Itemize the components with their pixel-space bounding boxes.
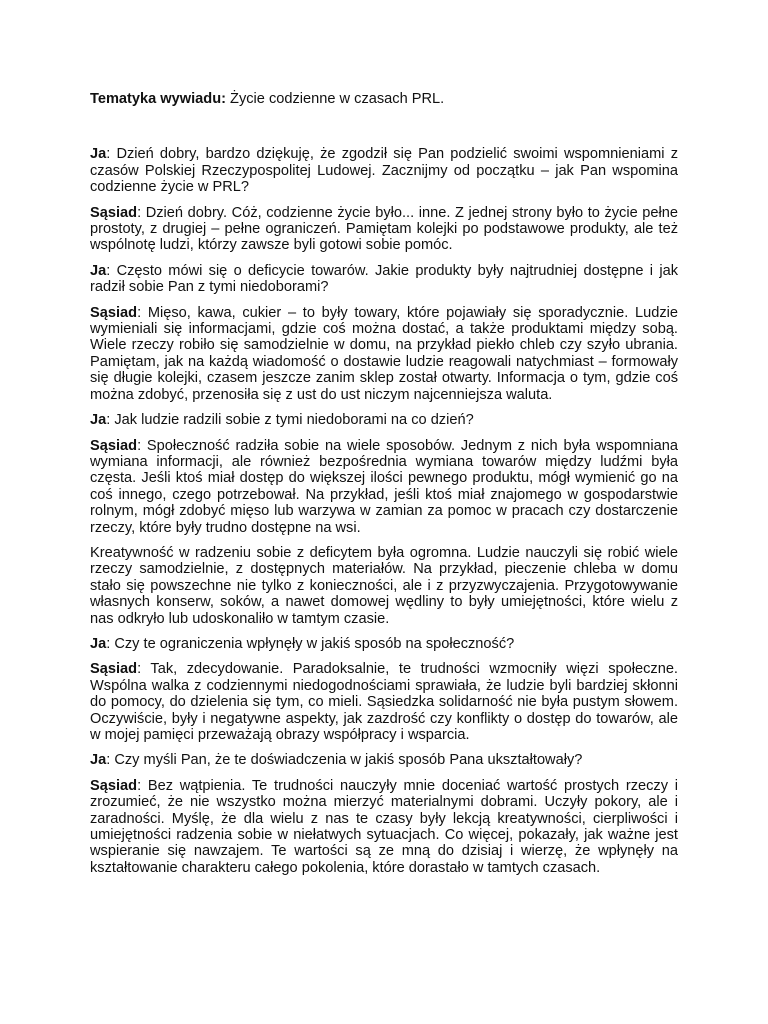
speaker-label: Sąsiad: [90, 437, 138, 454]
dialogue-paragraph: [90, 438, 678, 536]
topic-label: Tematyka wywiadu:: [90, 91, 226, 107]
speaker-label: Ja: [90, 262, 107, 279]
paragraph-text: : Jak ludzie radzili sobie z tymi niedoborami na co dzień?: [106, 412, 474, 429]
speaker-label: Ja: [90, 146, 107, 163]
dialogue-paragraph: [90, 752, 678, 768]
document-page: [90, 91, 678, 885]
speaker-label: Ja: [90, 635, 107, 652]
paragraph-text: : Często mówi się o deficycie towarów. Jakie produkty były najtrudniej dostępne i jak radził sobie Pan z tymi niedoborami?: [90, 262, 678, 296]
dialogue-paragraph: [90, 636, 678, 652]
paragraph-text: : Tak, zdecydowanie. Paradoksalnie, te trudności wzmocniły więzi społeczne. Wspólna walka z codziennymi niedogodnościami sprawiała, że ludzie byli bardziej skłonni do pomocy, do dzielenia się tym, co mieli. Sąsiedzka solidarność nie była pustym słowem. Oczywiście, były i negatywne aspekty, jak zazdrość czy konflikty o dostęp do towarów, ale w mojej pamięci przeważają obrazy współpracy i wsparcia.: [90, 661, 678, 743]
paragraph-text: : Dzień dobry, bardzo dziękuję, że zgodził się Pan podzielić swoimi wspomnieniami z czasów Polskiej Rzeczypospolitej Ludowej. Zacznijmy od początku – jak Pan wspomina codzienne życie w PRL?: [90, 146, 678, 196]
speaker-label: Ja: [90, 412, 107, 429]
speaker-label: Sąsiad: [90, 661, 138, 678]
speaker-label: Sąsiad: [90, 304, 138, 321]
dialogue-paragraph: [90, 661, 678, 743]
paragraph-text: : Dzień dobry. Cóż, codzienne życie było... inne. Z jednej strony było to życie pełne prostoty, z drugiej – pełne ograniczeń. Pamiętam kolejki po podstawowe produkty, ale też wspólnotę ludzi, którzy zawsze byli gotowi sobie pomóc.: [90, 204, 678, 254]
dialogue-paragraph: [90, 263, 678, 296]
topic-text: Życie codzienne w czasach PRL.: [225, 91, 445, 107]
paragraph-text: : Mięso, kawa, cukier – to były towary, które pojawiały się sporadycznie. Ludzie wymieniali się informacjami, gdzie coś można dostać, a także produktami między sobą. Wiele rzeczy robiło się samodzielnie w domu, na przykład piekło chleb czy szyło ubrania. Pamiętam, jak na każdą wiadomość o dostawie ludzie reagowali natychmiast – formowały się długie kolejki, czasem jeszcze zanim sklep został otwarty. Informacja o tym, gdzie coś można zdobyć, przenosiła się z ust do ust niczym najcenniejsza waluta.: [90, 304, 678, 403]
dialogue-paragraph: [90, 412, 678, 428]
interview-topic: [90, 91, 678, 107]
paragraph-text: : Bez wątpienia. Te trudności nauczyły mnie doceniać wartość prostych rzeczy i zrozumieć, że nie wszystko można mierzyć materialnymi dobrami. Uczyły pokory, ale i zaradności. Myślę, że dla wielu z nas te czasy były lekcją kreatywności, cierpliwości i umiejętności radzenia sobie w niełatwych sytuacjach. Co więcej, pokazały, jak ważne jest wspieranie się nawzajem. Te wartości są ze mną do dzisiaj i wierzę, że wpłynęły na kształtowanie charakteru całego pokolenia, które dorastało w tamtych czasach.: [90, 777, 678, 876]
dialogue-paragraph: [90, 545, 678, 627]
dialogue-paragraph: [90, 146, 678, 195]
speaker-label: Sąsiad: [90, 777, 138, 794]
paragraph-text: : Czy myśli Pan, że te doświadczenia w jakiś sposób Pana ukształtowały?: [106, 752, 583, 769]
dialogue-paragraph: [90, 205, 678, 254]
paragraph-text: : Społeczność radziła sobie na wiele sposobów. Jednym z nich była wspomniana wymiana informacji, ale również bezpośrednia wymiana towarów między ludźmi była częsta. Jeśli ktoś miał dostęp do większej ilości pewnego produktu, mógł wymienić go na coś innego, czego potrzebował. Na przykład, jeśli ktoś miał znajomego w gospodarstwie rolnym, mógł zdobyć mięso lub warzywa w zamian za pomoc w pracach czy dostarczenie rzeczy, które były trudno dostępne na wsi.: [90, 437, 678, 536]
paragraph-text: : Czy te ograniczenia wpłynęły w jakiś sposób na społeczność?: [106, 635, 515, 652]
speaker-label: Ja: [90, 752, 107, 769]
dialogue-paragraph: [90, 778, 678, 876]
paragraph-text: Kreatywność w radzeniu sobie z deficytem była ogromna. Ludzie nauczyli się robić wiele rzeczy samodzielnie, z dostępnych materiałów. Na przykład, pieczenie chleba w domu stało się powszechne nie tylko z konieczności, ale i z przyzwyczajenia. Przygotowywanie własnych konserw, soków, a nawet domowej wędliny to były umiejętności, które wielu z nas odkryło lub udoskonaliło w tamtym czasie.: [90, 544, 678, 627]
dialogue-paragraph: [90, 305, 678, 403]
speaker-label: Sąsiad: [90, 204, 138, 221]
